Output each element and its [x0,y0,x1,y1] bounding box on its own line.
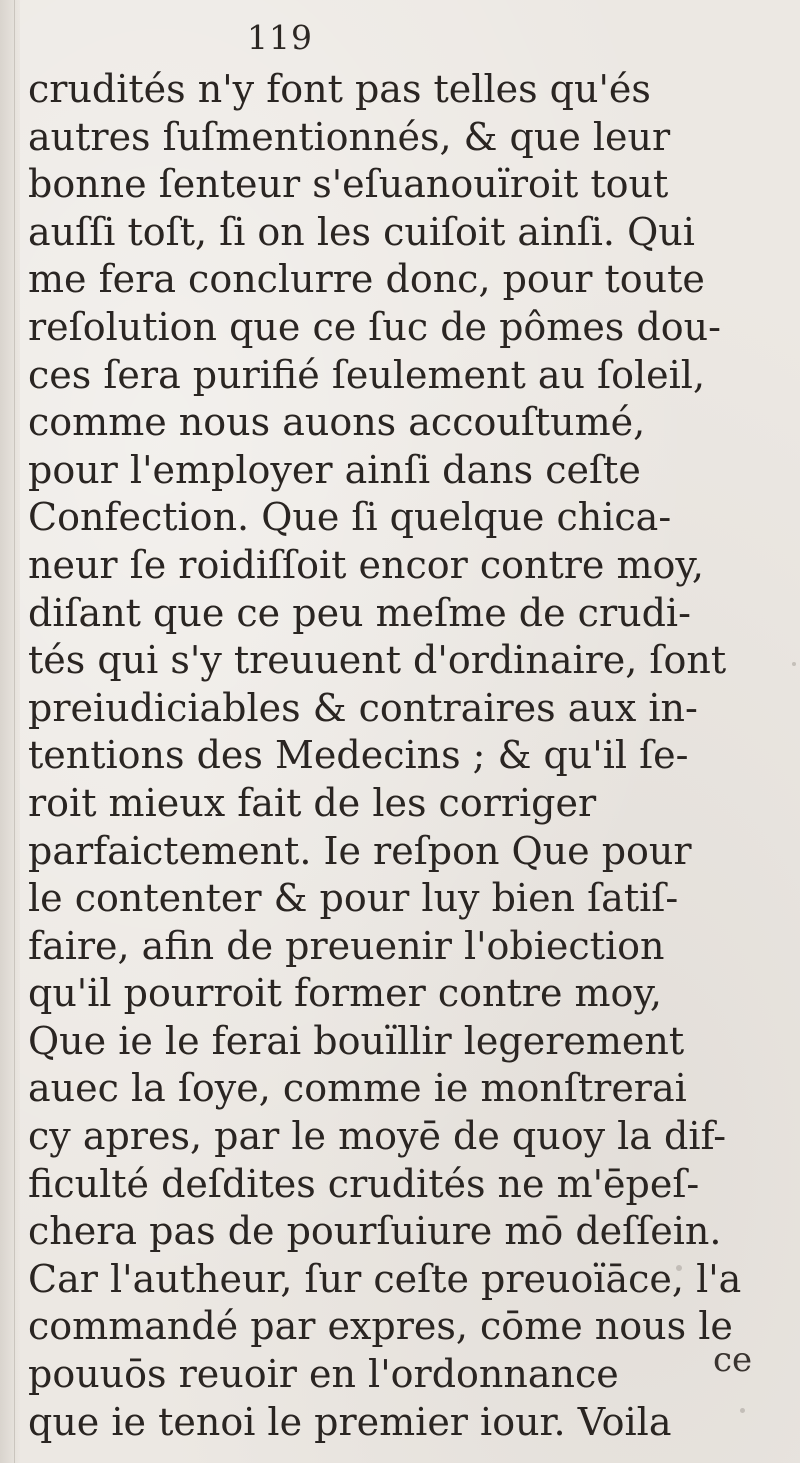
text-line: neur ſe roidiſſoit encor contre moy, [28,542,704,587]
page-number: 119 [247,18,313,57]
text-line: crudités n'y font pas telles qu'és [28,67,651,111]
text-line: reſolution que ce ſuc de pômes dou- [28,304,721,349]
text-line: preiudiciables & contraires aux in- [28,685,698,730]
text-line: tentions des Medecins ; & qu'il ſe- [28,733,689,778]
text-line: ficulté deſdites crudités ne m'ēpeſ- [28,1161,700,1206]
text-line: commandé par expres, cōme nous le [28,1304,733,1349]
text-line: diſant que ce peu meſme de crudi- [28,590,691,635]
text-line: autres ſuſmentionnés, & que leur [28,114,671,159]
text-line: me fera conclurre donc, pour toute [28,257,705,302]
text-line: que ie tenoi le premier iour. Voila [28,1399,672,1444]
text-line: parfaictement. Ie reſpon Que pour [28,828,692,873]
ink-speck [740,1408,745,1413]
ink-speck [676,1265,682,1271]
text-line: faire, afin de preuenir l'obiection [28,923,665,968]
gutter-line [14,0,15,1463]
page-gutter [0,0,20,1463]
catchword: ce [713,1340,753,1380]
text-block [28,66,788,1446]
text-line: cy apres, par le moyē de quoy la dif- [28,1114,727,1159]
text-line: roit mieux fait de les corriger [28,780,597,825]
text-line: bonne ſenteur s'eſuanouïroit tout [28,162,669,207]
text-line: Confection. Que ſi quelque chica- [28,495,672,540]
text-line: comme nous auons accouſtumé, [28,400,646,445]
text-line: pour l'employer ainſi dans ceſte [28,447,641,492]
text-line: auſſi toſt, ſi on les cuiſoit ainſi. Qui [28,209,695,254]
ink-speck [792,662,796,666]
text-line: Car l'autheur, ſur ceſte preuoïāce, l'a [28,1256,742,1301]
text-line: ces ſera purifié ſeulement au ſoleil, [28,352,706,397]
text-line: tés qui s'y treuuent d'ordinaire, ſont [28,638,727,683]
text-line: auec la ſoye, comme ie monſtrerai [28,1066,687,1111]
text-line: pouuōs reuoir en l'ordonnance [28,1352,619,1397]
text-line: le contenter & pour luy bien ſatiſ- [28,876,679,921]
text-line: chera pas de pourſuiure mō deſſein. [28,1209,722,1254]
text-line: Que ie le ferai bouïllir legerement [28,1018,685,1063]
text-line: qu'il pourroit former contre moy, [28,971,662,1016]
